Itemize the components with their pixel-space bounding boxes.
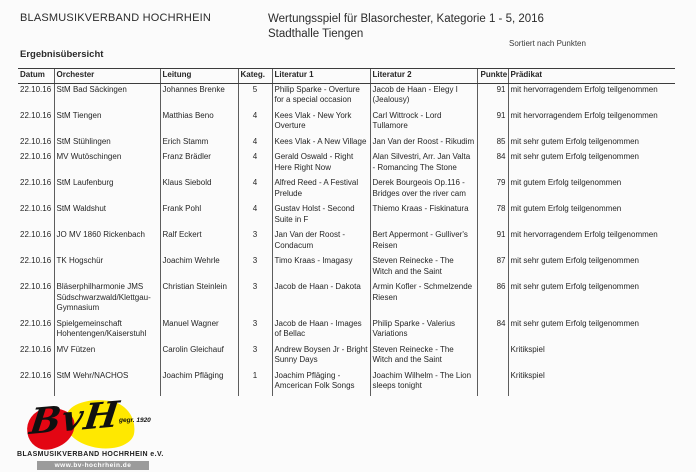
- results-table: [18, 68, 675, 396]
- cell-kateg: 1: [238, 370, 272, 396]
- cell-orchester: StM Waldshut: [54, 203, 160, 229]
- logo-founded-text: gegr. 1920: [119, 417, 151, 424]
- results-table-container: [18, 68, 675, 396]
- cell-leitung: Johannes Brenke: [160, 83, 238, 110]
- section-title: Ergebnisübersicht: [20, 49, 104, 60]
- cell-kateg: 3: [238, 318, 272, 344]
- cell-literatur1: Philip Sparke - Overture for a special occasion: [272, 83, 370, 110]
- cell-orchester: MV Wutöschingen: [54, 151, 160, 177]
- cell-praedikat: mit sehr gutem Erfolg teilgenommen: [508, 136, 675, 152]
- cell-leitung: Franz Brädler: [160, 151, 238, 177]
- cell-leitung: Christian Steinlein: [160, 281, 238, 318]
- cell-punkte: 87: [477, 255, 508, 281]
- cell-leitung: Joachim Pfläging: [160, 370, 238, 396]
- cell-kateg: 3: [238, 281, 272, 318]
- table-row: [18, 203, 675, 229]
- logo-org-name: BLASMUSIKVERBAND HOCHRHEIN e.V.: [17, 451, 164, 458]
- cell-datum: 22.10.16: [20, 178, 52, 187]
- cell-datum: 22.10.16: [20, 136, 52, 146]
- cell-literatur1: Gerald Oswald - Right Here Right Now: [272, 151, 370, 177]
- table-row: [18, 136, 675, 152]
- cell-leitung: Carolin Gleichauf: [160, 344, 238, 370]
- cell-punkte: 84: [477, 318, 508, 344]
- column-header-literatur2: Literatur 2: [370, 69, 477, 84]
- table-row: [18, 110, 675, 136]
- cell-praedikat: Kritikspiel: [508, 370, 675, 396]
- cell-datum: 22.10.16: [20, 318, 52, 328]
- cell-literatur2: Joachim Wilhelm - The Lion sleeps tonight: [370, 370, 477, 396]
- bvh-logo: [15, 393, 180, 472]
- cell-orchester: Spielgemeinschaft Hohentengen/Kaiserstuhl: [54, 318, 160, 344]
- cell-kateg: 3: [238, 229, 272, 255]
- table-row: [18, 318, 675, 344]
- table-row: [18, 83, 675, 110]
- cell-datum: 22.10.16: [20, 256, 52, 265]
- cell-orchester: StM Tiengen: [54, 110, 160, 136]
- cell-literatur2: Steven Reinecke - The Witch and the Saint: [370, 344, 477, 370]
- cell-leitung: Klaus Siebold: [160, 177, 238, 203]
- cell-punkte: 91: [477, 83, 508, 110]
- column-header-orchester: Orchester: [54, 69, 160, 84]
- cell-literatur1: Alfred Reed - A Festival Prelude: [272, 177, 370, 203]
- cell-praedikat: mit hervorragendem Erfolg teilgenommen: [508, 229, 675, 255]
- cell-praedikat: mit gutem Erfolg teilgenommen: [508, 203, 675, 229]
- cell-kateg: 4: [238, 151, 272, 177]
- cell-literatur1: Jan Van der Roost - Condacum: [272, 229, 370, 255]
- cell-leitung: Matthias Beno: [160, 110, 238, 136]
- table-row: [18, 151, 675, 177]
- event-title: [268, 12, 544, 42]
- column-header-praedikat: Prädikat: [508, 69, 675, 84]
- cell-punkte: 78: [477, 203, 508, 229]
- cell-punkte: [477, 344, 508, 370]
- table-row: [18, 281, 675, 318]
- table-row: [18, 177, 675, 203]
- table-row: [18, 370, 675, 396]
- cell-datum: 22.10.16: [20, 370, 52, 380]
- cell-literatur1: Joachim Pfläging - Amcerican Folk Songs: [272, 370, 370, 396]
- cell-kateg: 4: [238, 203, 272, 229]
- cell-literatur2: Steven Reinecke - The Witch and the Saint: [370, 255, 477, 281]
- cell-orchester: StM Stühlingen: [54, 136, 160, 152]
- cell-literatur1: Jacob de Haan - Dakota: [272, 281, 370, 318]
- cell-literatur1: Gustav Holst - Second Suite in F: [272, 203, 370, 229]
- cell-praedikat: mit hervorragendem Erfolg teilgenommen: [508, 83, 675, 110]
- cell-leitung: Frank Pohl: [160, 203, 238, 229]
- cell-praedikat: mit gutem Erfolg teilgenommen: [508, 177, 675, 203]
- cell-literatur1: Timo Kraas - Imagasy: [272, 255, 370, 281]
- column-header-kategorie: Kateg.: [238, 69, 272, 84]
- cell-orchester: StM Laufenburg: [54, 177, 160, 203]
- cell-kateg: 5: [238, 83, 272, 110]
- cell-literatur2: Jacob de Haan - Elegy I (Jealousy): [370, 83, 477, 110]
- cell-literatur2: Jan Van der Roost - Rikudim: [370, 136, 477, 152]
- cell-literatur2: Thiemo Kraas - Fiskinatura: [370, 203, 477, 229]
- cell-literatur1: Kees Vlak - New York Overture: [272, 110, 370, 136]
- table-row: [18, 344, 675, 370]
- cell-punkte: 86: [477, 281, 508, 318]
- logo-website-bar: www.bv-hochrhein.de: [37, 461, 149, 470]
- cell-literatur2: Bert Appermont - Gulliver's Reisen: [370, 229, 477, 255]
- results-table-body: [18, 83, 675, 396]
- cell-leitung: Erich Stamm: [160, 136, 238, 152]
- logo-script-text: BvH: [27, 393, 123, 444]
- cell-kateg: 3: [238, 255, 272, 281]
- cell-punkte: 91: [477, 110, 508, 136]
- cell-literatur1: Andrew Boysen Jr - Bright Sunny Days: [272, 344, 370, 370]
- cell-praedikat: mit sehr gutem Erfolg teilgenommen: [508, 255, 675, 281]
- cell-datum: 22.10.16: [20, 282, 52, 291]
- table-row: [18, 229, 675, 255]
- cell-datum: 22.10.16: [20, 344, 52, 354]
- cell-kateg: 4: [238, 136, 272, 152]
- cell-literatur2: Philip Sparke - Valerius Variations: [370, 318, 477, 344]
- cell-leitung: Joachim Wehrle: [160, 255, 238, 281]
- column-header-datum: Datum: [18, 69, 54, 84]
- column-header-literatur1: Literatur 1: [272, 69, 370, 84]
- cell-literatur1: Kees Vlak - A New Village: [272, 136, 370, 152]
- cell-punkte: 79: [477, 177, 508, 203]
- event-title-line1: Wertungsspiel für Blasorchester, Kategorie 1 - 5, 2016: [268, 13, 544, 25]
- cell-punkte: [477, 370, 508, 396]
- cell-literatur2: Derek Bourgeois Op.116 - Bridges over the river cam: [370, 177, 477, 203]
- cell-literatur2: Carl Wittrock - Lord Tullamore: [370, 110, 477, 136]
- cell-datum: 22.10.16: [20, 204, 52, 213]
- cell-leitung: Manuel Wagner: [160, 318, 238, 344]
- cell-kateg: 4: [238, 177, 272, 203]
- cell-punkte: 84: [477, 151, 508, 177]
- organization-header: BLASMUSIKVERBAND HOCHRHEIN: [20, 12, 212, 24]
- cell-orchester: TK Hogschür: [54, 255, 160, 281]
- cell-punkte: 91: [477, 229, 508, 255]
- cell-datum: 22.10.16: [20, 152, 52, 161]
- cell-datum: 22.10.16: [20, 110, 52, 120]
- cell-leitung: Ralf Eckert: [160, 229, 238, 255]
- cell-kateg: 4: [238, 110, 272, 136]
- cell-punkte: 85: [477, 136, 508, 152]
- cell-orchester: StM Bad Säckingen: [54, 83, 160, 110]
- cell-praedikat: mit hervorragendem Erfolg teilgenommen: [508, 110, 675, 136]
- cell-orchester: JO MV 1860 Rickenbach: [54, 229, 160, 255]
- cell-praedikat: mit sehr gutem Erfolg teilgenommen: [508, 151, 675, 177]
- cell-orchester: Bläserphilharmonie JMS Südschwarzwald/Klettgau-Gymnasium: [54, 281, 160, 318]
- cell-literatur2: Armin Kofler - Schmelzende Riesen: [370, 281, 477, 318]
- column-header-punkte: Punkte: [477, 69, 508, 84]
- cell-datum: 22.10.16: [20, 230, 52, 239]
- cell-kateg: 3: [238, 344, 272, 370]
- cell-orchester: MV Fützen: [54, 344, 160, 370]
- table-row: [18, 255, 675, 281]
- cell-literatur2: Alan Silvestri, Arr. Jan Valta - Romancing The Stone: [370, 151, 477, 177]
- cell-praedikat: mit sehr gutem Erfolg teilgenommen: [508, 281, 675, 318]
- column-header-leitung: Leitung: [160, 69, 238, 84]
- cell-datum: 22.10.16: [20, 84, 52, 94]
- cell-orchester: StM Wehr/NACHOS: [54, 370, 160, 396]
- sort-note: Sortiert nach Punkten: [509, 39, 586, 48]
- cell-literatur1: Jacob de Haan - Images of Bellac: [272, 318, 370, 344]
- cell-praedikat: mit sehr gutem Erfolg teilgenommen: [508, 318, 675, 344]
- event-title-line2: Stadthalle Tiengen: [268, 28, 364, 40]
- cell-praedikat: Kritikspiel: [508, 344, 675, 370]
- table-header-row: [18, 69, 675, 84]
